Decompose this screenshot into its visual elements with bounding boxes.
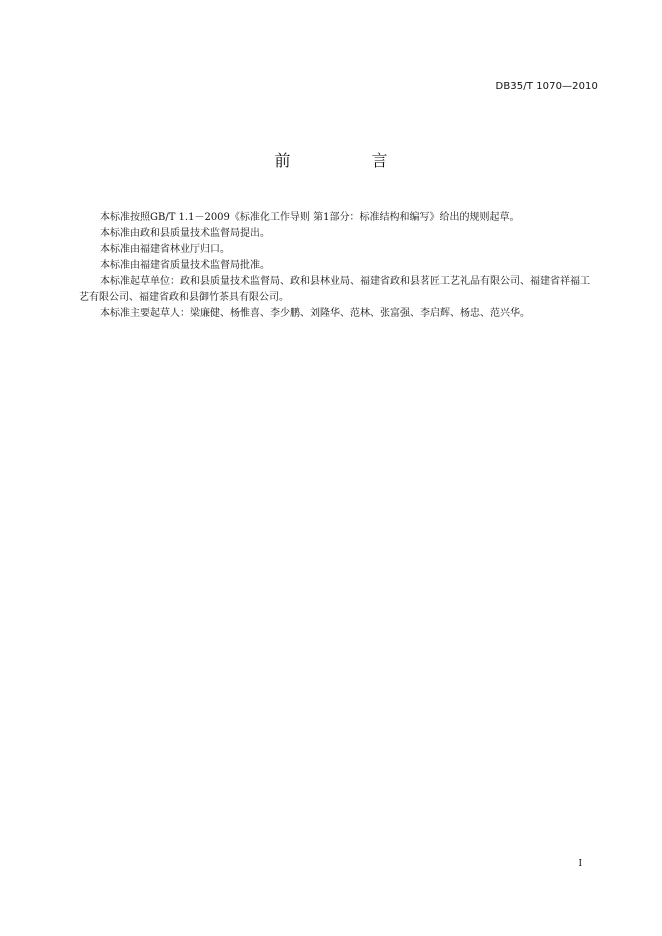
page-number: I xyxy=(578,859,582,869)
standard-code: DB35/T 1070—2010 xyxy=(495,81,598,92)
paragraph-centralized-by: 本标准由福建省林业厅归口。 xyxy=(100,244,230,255)
foreword-body xyxy=(79,210,599,322)
paragraph-main-drafters: 本标准主要起草人：梁廉健、杨惟喜、李少鹏、刘隆华、范林、张富强、李启辉、杨忠、范兴华。 xyxy=(100,308,530,319)
paragraph-drafting-rules: 本标准按照GB/T 1.1－2009《标准化工作导则 第1部分：标准结构和编写》给出的规则起草。 xyxy=(100,212,520,223)
paragraph-proposed-by: 本标准由政和县质量技术监督局提出。 xyxy=(100,228,270,239)
paragraph-drafting-units: 本标准起草单位：政和县质量技术监督局、政和县林业局、福建省政和县茗匠工艺礼品有限公司、福建省祥福工艺有限公司、福建省政和县御竹茶具有限公司。 xyxy=(79,276,590,303)
foreword-title: 前 言 xyxy=(274,151,426,170)
paragraph-approved-by: 本标准由福建省质量技术监督局批准。 xyxy=(100,260,270,271)
